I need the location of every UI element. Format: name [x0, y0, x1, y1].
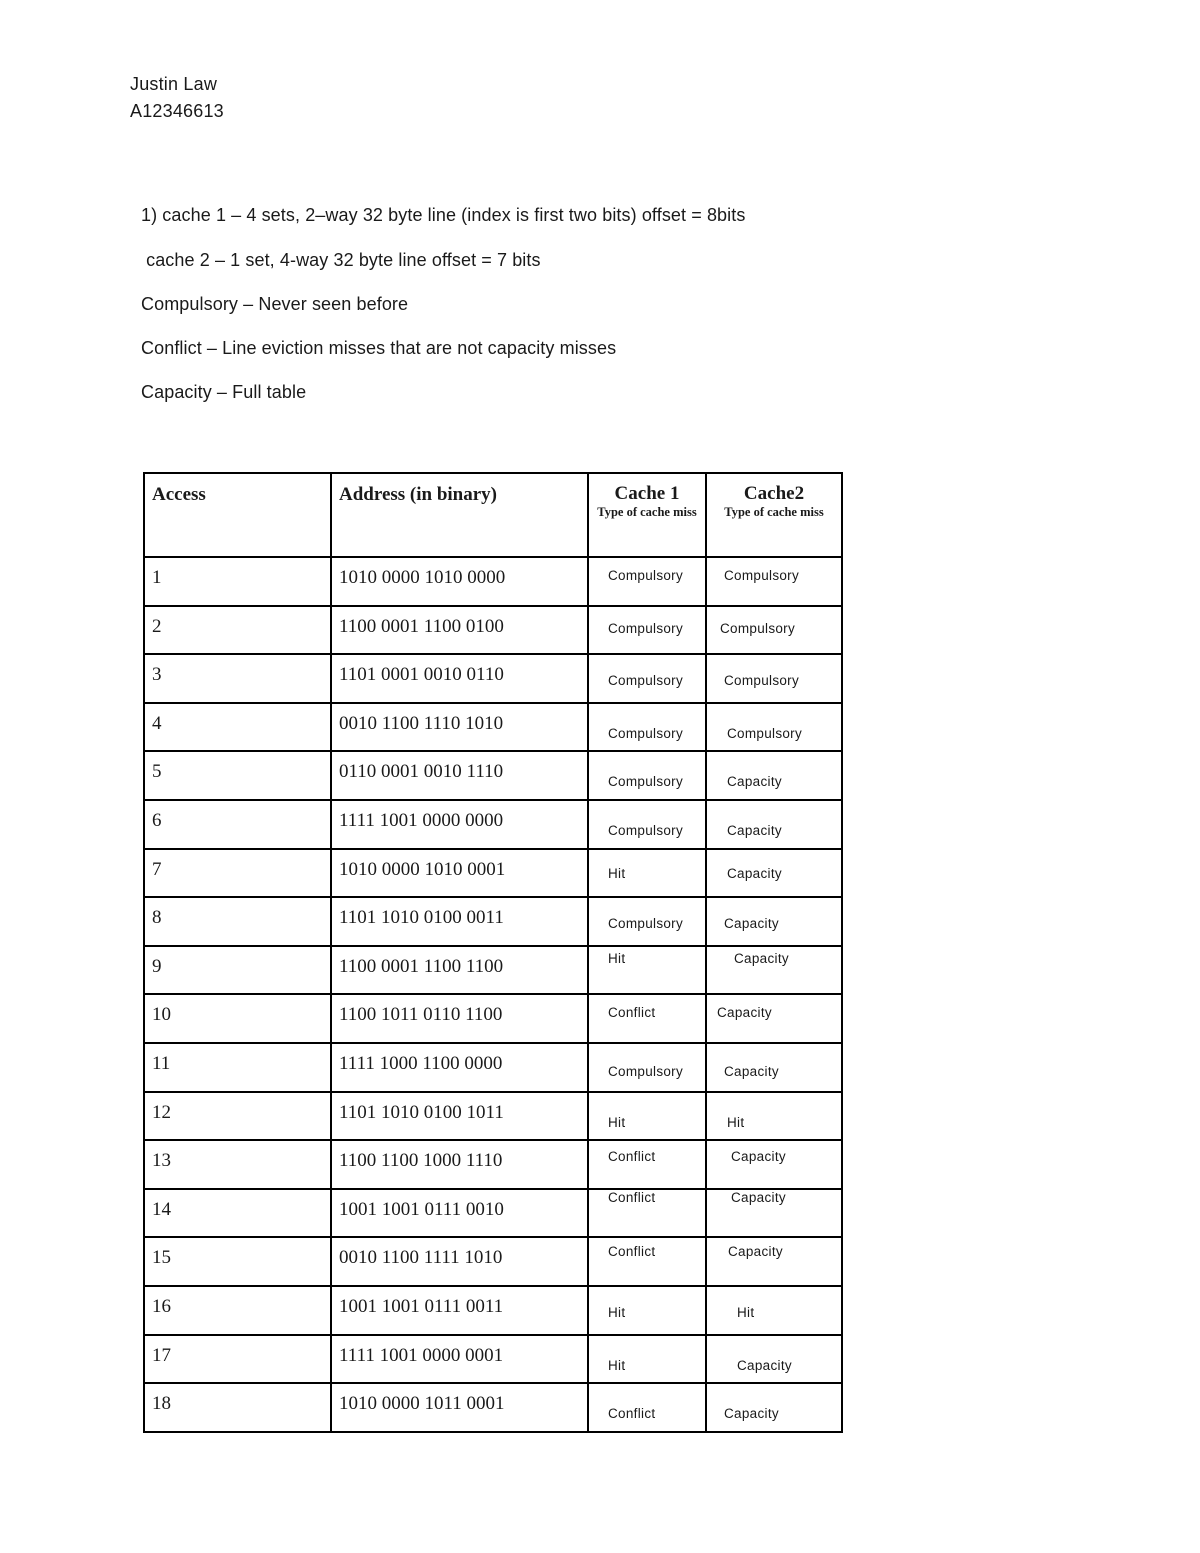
binary-address: 0110 0001 0010 1110 — [331, 751, 588, 800]
table-row — [144, 946, 842, 995]
cache1-miss-type: Compulsory — [608, 673, 684, 689]
binary-address: 1100 0001 1100 1100 — [331, 946, 588, 995]
header-cache2 — [706, 473, 842, 557]
table-row — [144, 1043, 842, 1092]
table-row — [144, 994, 842, 1043]
binary-address: 1101 1010 0100 1011 — [331, 1092, 588, 1141]
access-number: 4 — [144, 703, 331, 752]
cache1-miss-cell — [588, 703, 706, 752]
table-row — [144, 1383, 842, 1432]
author-name: Justin Law — [130, 74, 218, 94]
cache1-miss-cell — [588, 1286, 706, 1335]
cache1-miss-type: Conflict — [608, 1244, 656, 1260]
cache1-miss-type: Compulsory — [608, 725, 684, 741]
binary-address: 1100 0001 1100 0100 — [331, 606, 588, 655]
table-row — [144, 1189, 842, 1238]
table-header-row — [144, 473, 842, 557]
note-capacity: Capacity – Full table — [141, 382, 307, 402]
cache1-miss-cell — [588, 897, 706, 946]
cache1-miss-cell — [588, 1092, 706, 1141]
binary-address: 1010 0000 1010 0001 — [331, 849, 588, 898]
cache2-miss-cell — [706, 946, 842, 995]
cache2-miss-type: Compulsory — [724, 568, 800, 583]
cache1-miss-type: Conflict — [608, 1005, 656, 1021]
cache1-miss-cell — [588, 946, 706, 995]
cache1-miss-cell — [588, 1335, 706, 1384]
binary-address: 1111 1001 0000 0001 — [331, 1335, 588, 1384]
access-number: 8 — [144, 897, 331, 946]
access-number: 13 — [144, 1140, 331, 1189]
cache2-miss-type: Hit — [737, 1304, 755, 1320]
access-number: 16 — [144, 1286, 331, 1335]
cache1-miss-type: Conflict — [608, 1189, 656, 1205]
cache2-miss-cell — [706, 606, 842, 655]
cache1-miss-type: Compulsory — [608, 620, 684, 636]
table-row — [144, 1237, 842, 1286]
binary-address: 1001 1001 0111 0011 — [331, 1286, 588, 1335]
cache2-miss-type: Capacity — [727, 822, 782, 838]
cache2-miss-cell — [706, 1237, 842, 1286]
cache1-miss-type: Conflict — [608, 1149, 656, 1165]
table-row — [144, 1335, 842, 1384]
cache2-miss-cell — [706, 1092, 842, 1141]
access-number: 9 — [144, 946, 331, 995]
header-cache1 — [588, 473, 706, 557]
cache2-miss-type: Compulsory — [720, 620, 796, 636]
cache1-miss-type: Compulsory — [608, 916, 684, 932]
access-number: 11 — [144, 1043, 331, 1092]
cache2-miss-type: Capacity — [731, 1149, 786, 1165]
access-number: 17 — [144, 1335, 331, 1384]
cache1-miss-type: Hit — [608, 950, 626, 966]
table-row — [144, 849, 842, 898]
header-cache1-title: Cache 1 — [614, 483, 680, 504]
access-number: 14 — [144, 1189, 331, 1238]
cache1-miss-cell — [588, 1189, 706, 1238]
cache2-miss-type: Capacity — [724, 1063, 779, 1079]
cache2-miss-type: Capacity — [737, 1357, 792, 1373]
cache1-miss-cell — [588, 800, 706, 849]
table-row — [144, 1140, 842, 1189]
header-cache2-subtitle: Type of cache miss — [724, 505, 824, 519]
cache1-miss-cell — [588, 1237, 706, 1286]
cache2-miss-cell — [706, 897, 842, 946]
cache1-miss-cell — [588, 557, 706, 606]
cache-miss-table — [143, 472, 843, 1433]
table-row — [144, 1092, 842, 1141]
cache2-miss-cell — [706, 751, 842, 800]
binary-address: 0010 1100 1110 1010 — [331, 703, 588, 752]
cache1-miss-cell — [588, 751, 706, 800]
cache1-miss-cell — [588, 994, 706, 1043]
header-cache2-title: Cache2 — [743, 483, 805, 504]
cache2-miss-cell — [706, 1286, 842, 1335]
binary-address: 1101 1010 0100 0011 — [331, 897, 588, 946]
cache2-miss-type: Capacity — [728, 1244, 783, 1260]
cache1-miss-type: Compulsory — [608, 568, 684, 583]
access-number: 6 — [144, 800, 331, 849]
binary-address: 1101 0001 0010 0110 — [331, 654, 588, 703]
cache1-miss-type: Hit — [608, 1304, 626, 1320]
cache1-miss-type: Conflict — [608, 1406, 656, 1422]
binary-address: 0010 1100 1111 1010 — [331, 1237, 588, 1286]
binary-address: 1100 1011 0110 1100 — [331, 994, 588, 1043]
cache2-miss-type: Capacity — [724, 1406, 779, 1422]
cache1-miss-type: Hit — [608, 1357, 626, 1373]
table-row — [144, 751, 842, 800]
cache1-miss-type: Hit — [608, 865, 626, 881]
access-number: 1 — [144, 557, 331, 606]
cache2-miss-type: Capacity — [727, 865, 782, 881]
binary-address: 1001 1001 0111 0010 — [331, 1189, 588, 1238]
table-row — [144, 654, 842, 703]
note-conflict: Conflict – Line eviction misses that are not capacity misses — [141, 338, 617, 358]
cache1-miss-cell — [588, 1383, 706, 1432]
note-cache2: cache 2 – 1 set, 4-way 32 byte line offset = 7 bits — [141, 250, 541, 270]
table-row — [144, 1286, 842, 1335]
table-row — [144, 703, 842, 752]
table-row — [144, 606, 842, 655]
cache2-miss-cell — [706, 994, 842, 1043]
cache2-miss-cell — [706, 654, 842, 703]
cache1-miss-type: Compulsory — [608, 1063, 684, 1079]
cache2-miss-type: Compulsory — [724, 673, 800, 689]
binary-address: 1010 0000 1010 0000 — [331, 557, 588, 606]
access-number: 15 — [144, 1237, 331, 1286]
student-id: A12346613 — [130, 101, 224, 121]
cache1-miss-type: Compulsory — [608, 774, 684, 790]
binary-address: 1010 0000 1011 0001 — [331, 1383, 588, 1432]
table-row — [144, 557, 842, 606]
table-row — [144, 800, 842, 849]
cache2-miss-cell — [706, 849, 842, 898]
cache2-miss-cell — [706, 1189, 842, 1238]
cache2-miss-cell — [706, 1383, 842, 1432]
access-number: 10 — [144, 994, 331, 1043]
cache1-miss-type: Hit — [608, 1114, 626, 1130]
cache1-miss-cell — [588, 849, 706, 898]
cache2-miss-cell — [706, 1043, 842, 1092]
header-cache1-subtitle: Type of cache miss — [597, 505, 697, 519]
cache2-miss-cell — [706, 1140, 842, 1189]
access-number: 2 — [144, 606, 331, 655]
cache2-miss-type: Hit — [727, 1114, 745, 1130]
cache2-miss-type: Capacity — [734, 950, 789, 966]
cache2-miss-cell — [706, 1335, 842, 1384]
cache2-miss-type: Capacity — [727, 774, 782, 790]
cache2-miss-type: Capacity — [717, 1005, 772, 1021]
access-number: 7 — [144, 849, 331, 898]
header-address: Address (in binary) — [331, 473, 588, 557]
access-number: 5 — [144, 751, 331, 800]
cache2-miss-type: Capacity — [724, 916, 779, 932]
note-cache1: 1) cache 1 – 4 sets, 2–way 32 byte line (index is first two bits) offset = 8bits — [141, 205, 746, 225]
access-number: 12 — [144, 1092, 331, 1141]
binary-address: 1111 1001 0000 0000 — [331, 800, 588, 849]
cache1-miss-cell — [588, 606, 706, 655]
cache2-miss-cell — [706, 800, 842, 849]
cache1-miss-cell — [588, 1140, 706, 1189]
table-body — [144, 557, 842, 1432]
access-number: 18 — [144, 1383, 331, 1432]
cache2-miss-cell — [706, 557, 842, 606]
binary-address: 1111 1000 1100 0000 — [331, 1043, 588, 1092]
cache1-miss-type: Compulsory — [608, 822, 684, 838]
cache2-miss-type: Capacity — [731, 1189, 786, 1205]
cache1-miss-cell — [588, 1043, 706, 1092]
cache1-miss-cell — [588, 654, 706, 703]
binary-address: 1100 1100 1000 1110 — [331, 1140, 588, 1189]
cache2-miss-type: Compulsory — [727, 725, 803, 741]
header-access: Access — [144, 473, 331, 557]
table-row — [144, 897, 842, 946]
access-number: 3 — [144, 654, 331, 703]
cache2-miss-cell — [706, 703, 842, 752]
note-compulsory: Compulsory – Never seen before — [141, 294, 409, 314]
